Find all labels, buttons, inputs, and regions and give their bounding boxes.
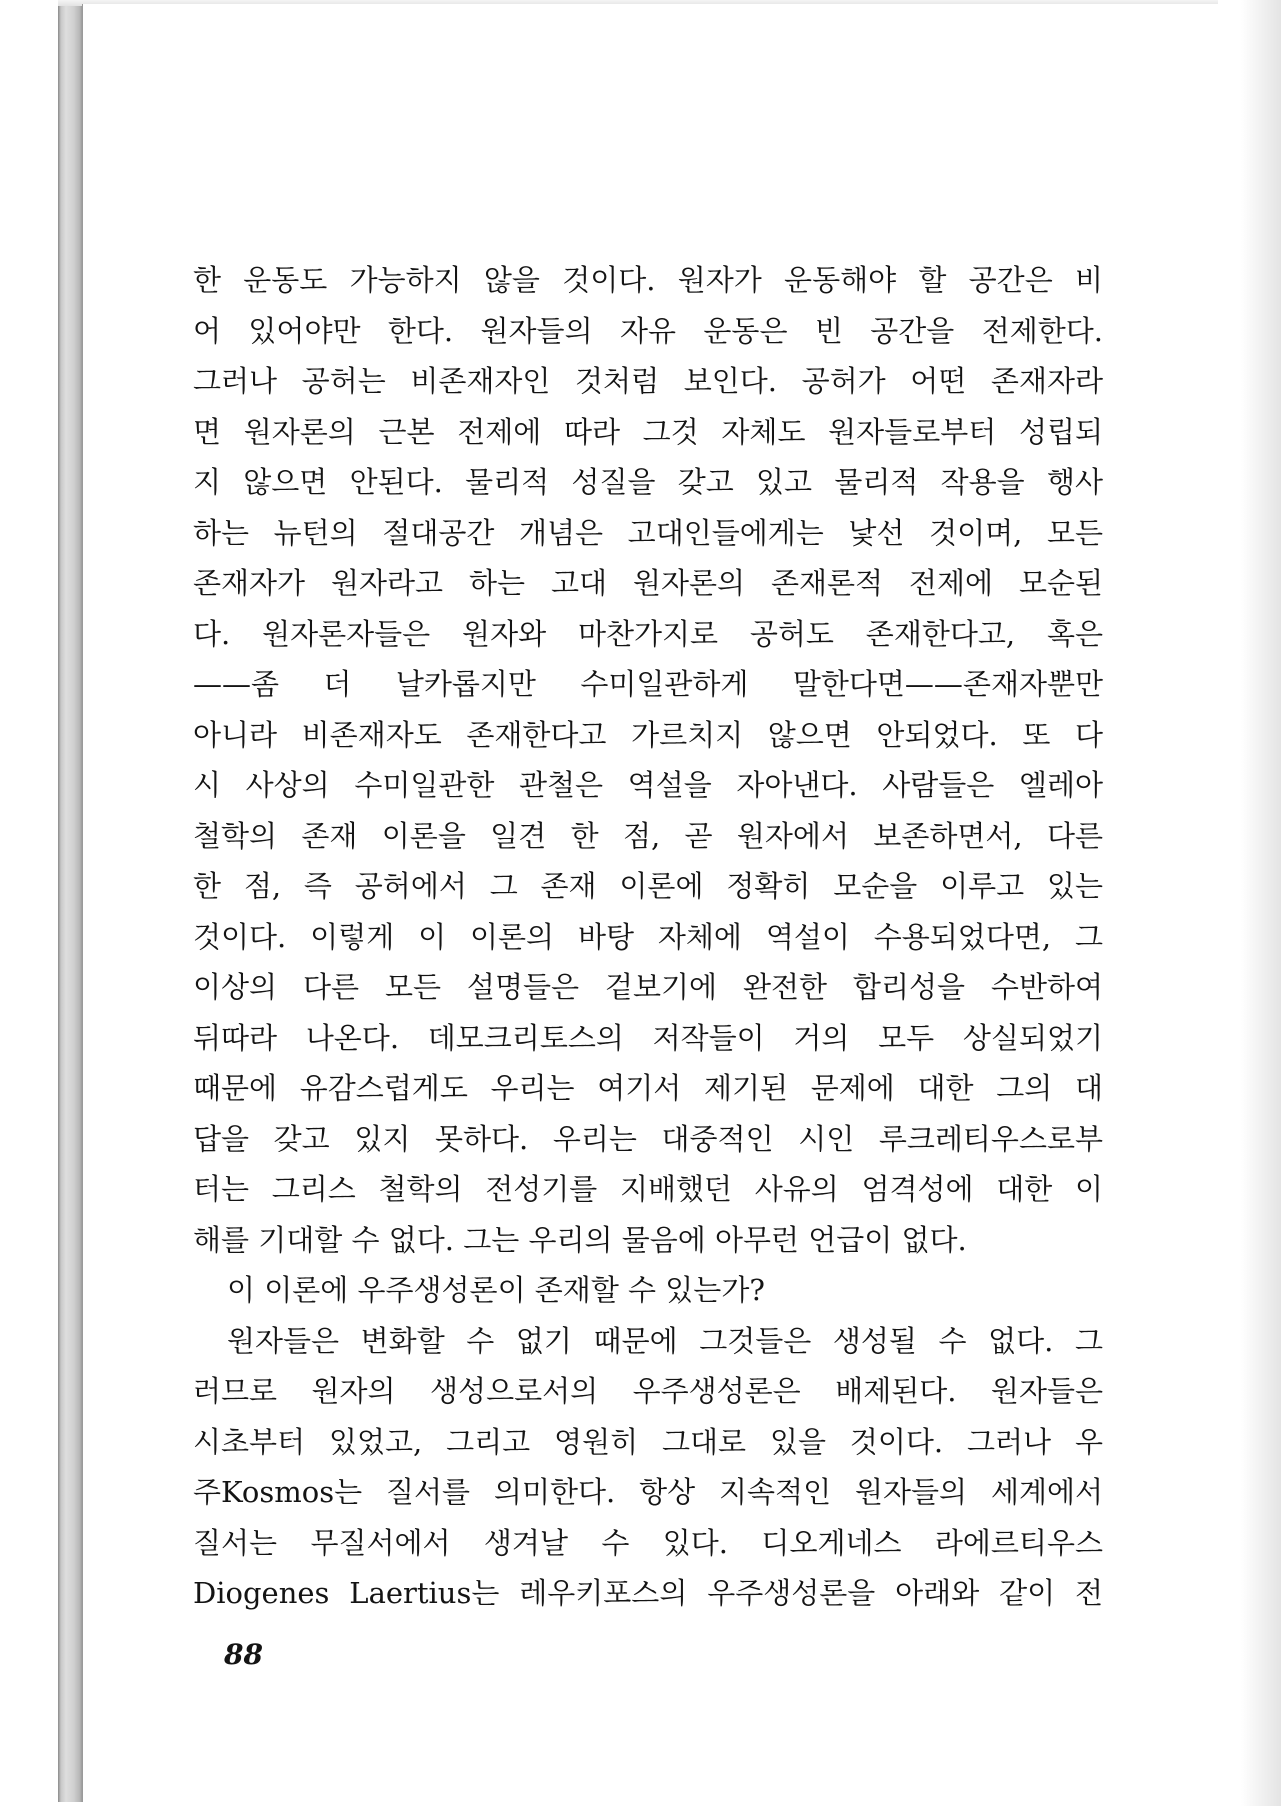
- text-line: 철학의 존재 이론을 일견 한 점, 곧 원자에서 보존하면서, 다른: [193, 818, 1103, 853]
- text-line: 지 않으면 안된다. 물리적 성질을 갖고 있고 물리적 작용을 행사: [193, 465, 1103, 499]
- text-line: 면 원자론의 근본 전제에 따라 그것 자체도 원자들로부터 성립되: [193, 414, 1103, 449]
- text-line: 한 점, 즉 공허에서 그 존재 이론에 정확히 모순을 이루고 있는: [193, 869, 1103, 903]
- text-line: 시 사상의 수미일관한 관철은 역설을 자아낸다. 사람들은 엘레아: [193, 768, 1103, 802]
- text-line: 한 운동도 가능하지 않을 것이다. 원자가 운동해야 할 공간은 비: [193, 263, 1103, 297]
- text-line: 주Kosmos는 질서를 의미한다. 항상 지속적인 원자들의 세계에서: [193, 1475, 1103, 1509]
- text-line: 때문에 유감스럽게도 우리는 여기서 제기된 문제에 대한 그의 대: [193, 1071, 1103, 1105]
- text-line: 존재자가 원자라고 하는 고대 원자론의 존재론적 전제에 모순된: [193, 566, 1103, 600]
- text-line: 다. 원자론자들은 원자와 마찬가지로 공허도 존재한다고, 혹은: [193, 616, 1103, 651]
- text-line: 질서는 무질서에서 생겨날 수 있다. 디오게네스 라에르티우스: [193, 1525, 1103, 1560]
- book-page-edge: [58, 6, 82, 1802]
- paragraph-start-line: 원자들은 변화할 수 없기 때문에 그것들은 생성될 수 없다. 그: [227, 1323, 1103, 1358]
- body-text: [193, 255, 1103, 1619]
- question-line: 이 이론에 우주생성론이 존재할 수 있는가?: [227, 1273, 765, 1307]
- text-line: 이상의 다른 모든 설명들은 겉보기에 완전한 합리성을 수반하여: [193, 970, 1103, 1004]
- text-line: 하는 뉴턴의 절대공간 개념은 고대인들에게는 낯선 것이며, 모든: [193, 515, 1103, 550]
- text-line: 러므로 원자의 생성으로서의 우주생성론은 배제된다. 원자들은: [193, 1374, 1103, 1408]
- text-line: Diogenes Laertius는 레우키포스의 우주생성론을 아래와 같이 전: [193, 1576, 1103, 1610]
- text-line: 아니라 비존재자도 존재한다고 가르치지 않으면 안되었다. 또 다: [193, 717, 1103, 752]
- text-line: 것이다. 이렇게 이 이론의 바탕 자체에 역설이 수용되었다면, 그: [193, 919, 1103, 954]
- text-line: 그러나 공허는 비존재자인 것처럼 보인다. 공허가 어떤 존재자라: [193, 364, 1103, 398]
- text-line: 어 있어야만 한다. 원자들의 자유 운동은 빈 공간을 전제한다.: [193, 313, 1103, 348]
- text-line: 뒤따라 나온다. 데모크리토스의 저작들이 거의 모두 상실되었기: [193, 1020, 1103, 1055]
- text-line: 터는 그리스 철학의 전성기를 지배했던 사유의 엄격성에 대한 이: [193, 1172, 1103, 1206]
- text-line: ——좀 더 날카롭지만 수미일관하게 말한다면——존재자뿐만: [193, 667, 1103, 701]
- page-right-shadow: [1241, 0, 1281, 1806]
- text-line: 시초부터 있었고, 그리고 영원히 그대로 있을 것이다. 그러나 우: [193, 1424, 1103, 1459]
- text-line: 답을 갖고 있지 못하다. 우리는 대중적인 시인 루크레티우스로부: [193, 1121, 1103, 1156]
- text-line: 해를 기대할 수 없다. 그는 우리의 물음에 아무런 언급이 없다.: [193, 1222, 967, 1257]
- page-number: 88: [224, 1638, 263, 1671]
